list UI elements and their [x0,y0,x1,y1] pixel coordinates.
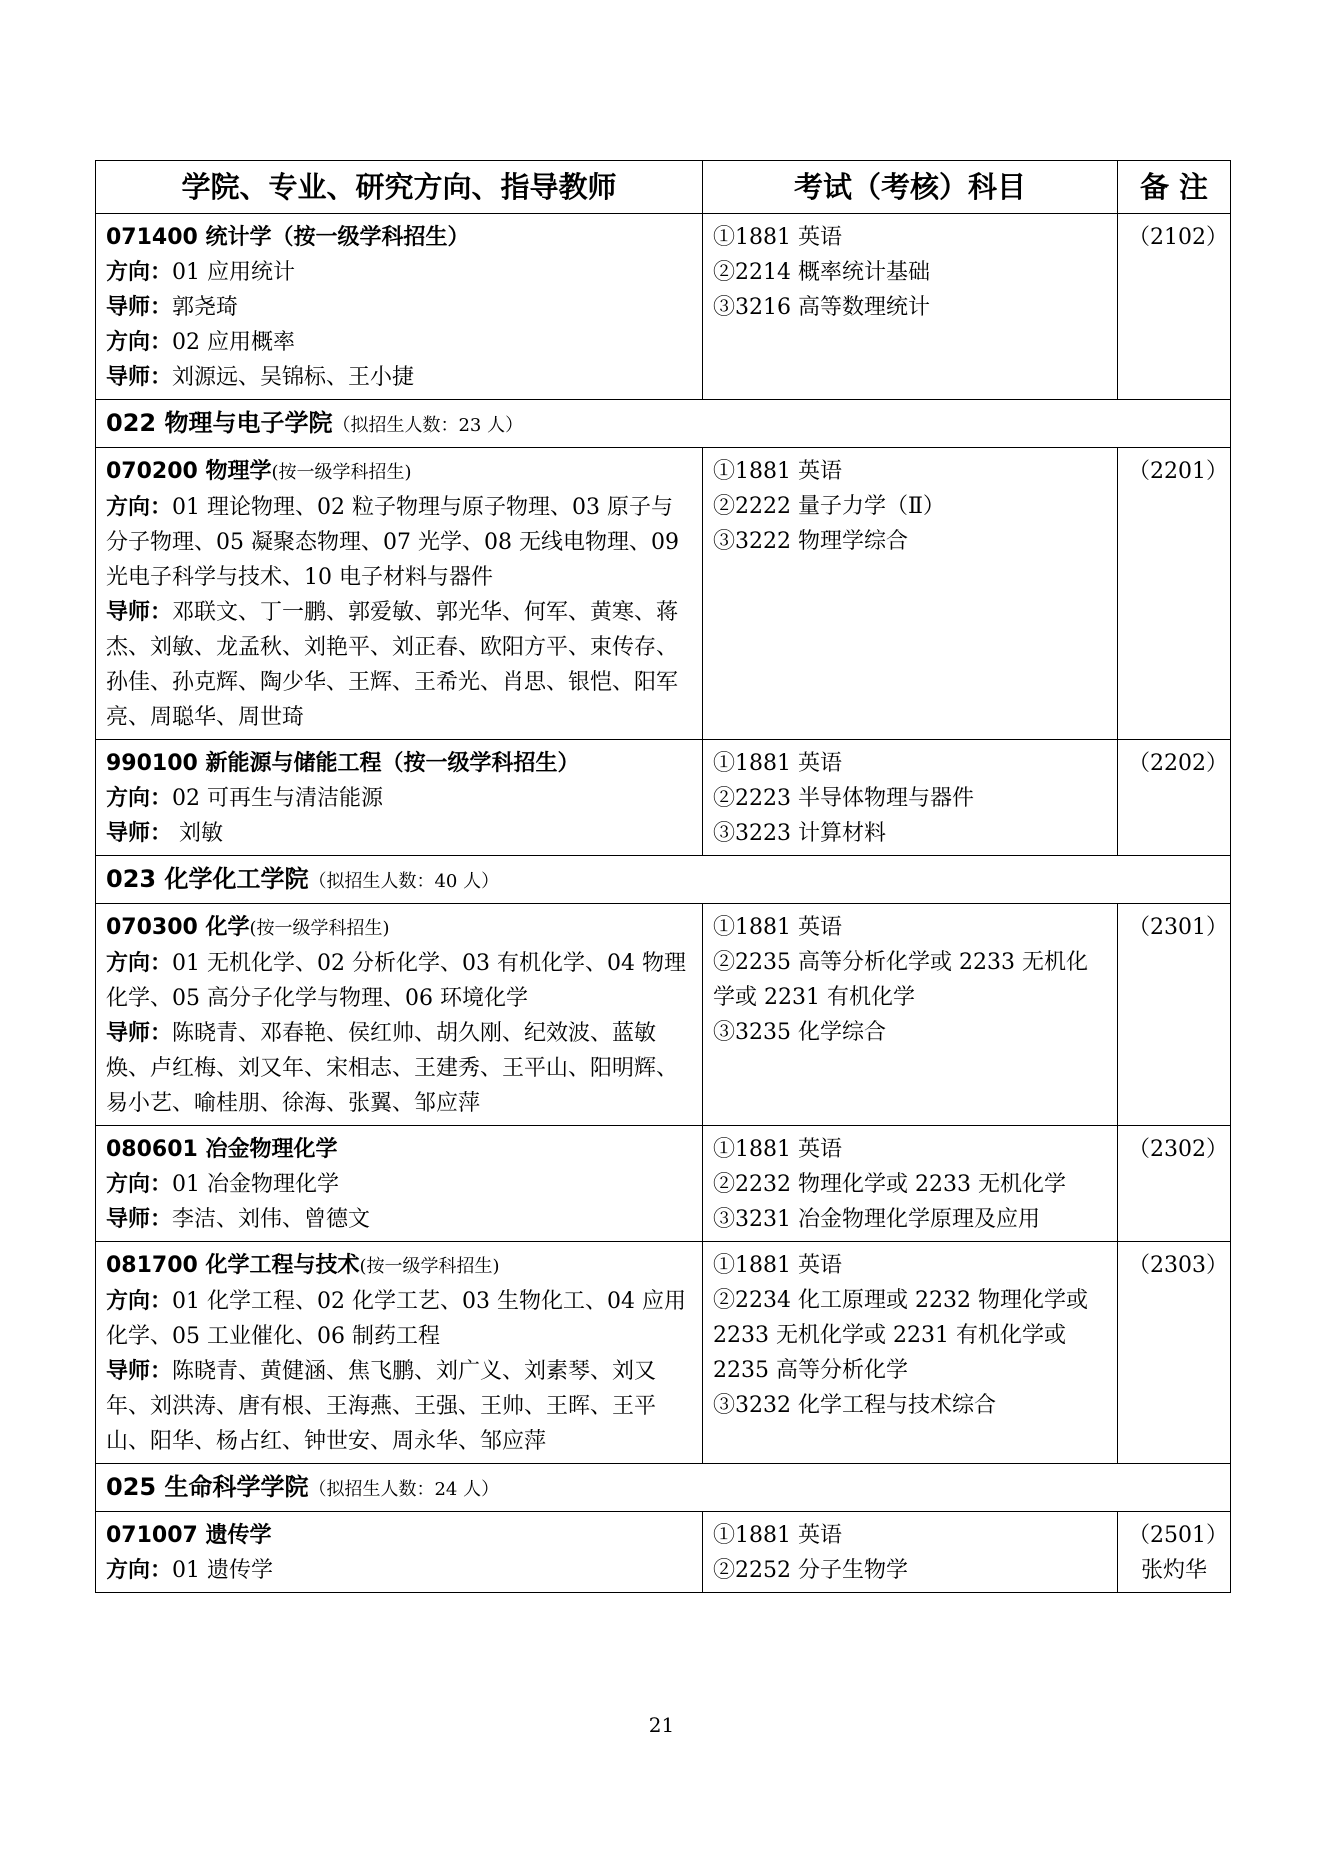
exam-subject: ①1881 英语 [713,1137,842,1162]
major-cell [96,214,703,400]
detail-text: 02 应用概率 [172,330,296,355]
exam-subject: ①1881 英语 [713,1253,842,1278]
major-detail-line [106,360,692,395]
major-admission-mode: (按一级学科招生) [249,918,390,939]
table-row [96,1242,1231,1464]
exam-subject: ①1881 英语 [713,915,842,940]
header-college-major: 学院、专业、研究方向、指导教师 [96,161,703,214]
detail-text: 李洁、刘伟、曾德文 [172,1207,371,1232]
exam-subject: ②2252 分子生物学 [713,1558,908,1583]
major-name: 070200 物理学 [106,459,272,484]
note-cell [1118,904,1231,1126]
exam-subject: ①1881 英语 [713,459,842,484]
major-detail-line [106,490,692,595]
major-cell [96,448,703,740]
note-text: （2201） [1128,459,1228,484]
exam-subject: ②2235 高等分析化学或 2233 无机化学或 2231 有机化学 [713,950,1088,1010]
detail-label: 方向： [106,951,173,976]
note-cell [1118,214,1231,400]
major-cell [96,904,703,1126]
detail-text: 郭尧琦 [172,295,239,320]
exam-subject: ③3223 计算材料 [713,821,886,846]
major-detail-line [106,1016,692,1121]
detail-label: 导师： [106,821,173,846]
exam-subject: ②2223 半导体物理与器件 [713,786,974,811]
major-heading [106,1132,692,1167]
major-heading [106,454,692,490]
note-text: （2301） [1128,915,1228,940]
detail-text: 刘源远、吴锦标、王小捷 [172,365,415,390]
major-name: 080601 冶金物理化学 [106,1137,338,1162]
major-cell [96,1242,703,1464]
major-detail-line [106,290,692,325]
detail-text: 01 应用统计 [172,260,296,285]
department-quota: （拟招生人数：24 人） [308,1479,500,1500]
department-row [96,400,1231,448]
note-cell [1118,1242,1231,1464]
detail-text: 陈晓青、邓春艳、侯红帅、胡久刚、纪效波、蓝敏焕、卢红梅、刘又年、宋相志、王建秀、王平山、阳明辉、易小艺、喻桂朋、徐海、张翼、邹应萍 [106,1021,679,1116]
department-name: 023 化学化工学院 [106,865,309,893]
department-quota: （拟招生人数：40 人） [308,871,500,892]
department-name: 022 物理与电子学院 [106,409,333,437]
major-detail-line [106,1167,692,1202]
detail-label: 方向： [106,1558,173,1583]
detail-label: 方向： [106,330,173,355]
detail-text: 02 可再生与清洁能源 [172,786,384,811]
major-detail-line [106,816,692,851]
exam-subject: ②2232 物理化学或 2233 无机化学 [713,1172,1066,1197]
major-detail-line [106,1553,692,1588]
exam-subject: ②2222 量子力学（Ⅱ） [713,494,945,519]
detail-label: 导师： [106,295,173,320]
major-heading [106,1248,692,1284]
department-cell [96,1464,1231,1512]
detail-text: 01 化学工程、02 化学工艺、03 生物化工、04 应用化学、05 工业催化、06 制药工程 [106,1289,686,1349]
header-exam-subjects: 考试（考核）科目 [703,161,1118,214]
subjects-cell [703,740,1118,856]
major-name: 070300 化学 [106,915,250,940]
major-name: 081700 化学工程与技术 [106,1253,360,1278]
detail-label: 方向： [106,1172,173,1197]
major-detail-line [106,1202,692,1237]
table-header-row [96,161,1231,214]
table-row [96,740,1231,856]
subjects-cell [703,1126,1118,1242]
department-name: 025 生命科学学院 [106,1473,309,1501]
exam-subject: ①1881 英语 [713,225,842,250]
exam-subject: ③3232 化学工程与技术综合 [713,1393,996,1418]
exam-subject: ②2234 化工原理或 2232 物理化学或 2233 无机化学或 2231 有机化学或 2235 高等分析化学 [713,1288,1088,1383]
department-quota: （拟招生人数：23 人） [332,415,524,436]
major-detail-line [106,1284,692,1354]
major-heading [106,220,692,255]
note-text: （2202） [1128,751,1228,776]
department-cell [96,400,1231,448]
page-number: 21 [648,1713,675,1737]
table-body [96,214,1231,1593]
note-cell [1118,740,1231,856]
exam-subject: ③3231 冶金物理化学原理及应用 [713,1207,1040,1232]
detail-label: 方向： [106,1289,173,1314]
major-heading [106,1518,692,1553]
department-row [96,1464,1231,1512]
exam-subject: ①1881 英语 [713,1523,842,1548]
detail-text: 陈晓青、黄健涵、焦飞鹏、刘广义、刘素琴、刘又年、刘洪涛、唐有根、王海燕、王强、王帅、王晖、王平山、阳华、杨占红、钟世安、周永华、邹应萍 [106,1359,657,1454]
detail-text: 01 遗传学 [172,1558,274,1583]
detail-text: 01 无机化学、02 分析化学、03 有机化学、04 物理化学、05 高分子化学与物理、06 环境化学 [106,951,686,1011]
subjects-cell [703,1242,1118,1464]
note-cell [1118,448,1231,740]
detail-label: 导师： [106,365,173,390]
major-detail-line [106,781,692,816]
major-detail-line [106,946,692,1016]
note-text: （2102） [1128,225,1228,250]
exam-subject: ③3216 高等数理统计 [713,295,930,320]
detail-label: 导师： [106,1207,173,1232]
subjects-cell [703,904,1118,1126]
exam-subject: ③3222 物理学综合 [713,529,908,554]
note-cell [1118,1126,1231,1242]
department-row [96,856,1231,904]
major-name: 071007 遗传学 [106,1523,272,1548]
major-detail-line [106,595,692,735]
major-detail-line [106,255,692,290]
note-cell [1118,1512,1231,1593]
detail-text: 01 理论物理、02 粒子物理与原子物理、03 原子与分子物理、05 凝聚态物理、07 光学、08 无线电物理、09 光电子科学与技术、10 电子材料与器件 [106,495,679,590]
detail-label: 方向： [106,495,173,520]
detail-text: 01 冶金物理化学 [172,1172,340,1197]
major-cell [96,740,703,856]
note-text: 张灼华 [1140,1558,1207,1583]
major-name: 990100 新能源与储能工程（按一级学科招生） [106,751,580,776]
detail-label: 导师： [106,1359,173,1384]
detail-label: 方向： [106,786,173,811]
major-detail-line [106,1354,692,1459]
note-text: （2501） [1128,1523,1228,1548]
exam-subject: ②2214 概率统计基础 [713,260,930,285]
note-text: （2302） [1128,1137,1228,1162]
subjects-cell [703,1512,1118,1593]
detail-label: 方向： [106,260,173,285]
major-heading [106,910,692,946]
major-admission-mode: (按一级学科招生) [359,1256,500,1277]
admissions-table [95,160,1231,1593]
exam-subject: ①1881 英语 [713,751,842,776]
major-cell [96,1126,703,1242]
detail-label: 导师： [106,600,173,625]
table-row [96,448,1231,740]
table-row [96,214,1231,400]
major-admission-mode: (按一级学科招生) [271,462,412,483]
detail-label: 导师： [106,1021,173,1046]
table-row [96,1512,1231,1593]
major-cell [96,1512,703,1593]
major-heading [106,746,692,781]
subjects-cell [703,448,1118,740]
subjects-cell [703,214,1118,400]
detail-text: 刘敏 [172,821,224,846]
major-name: 071400 统计学（按一级学科招生） [106,225,470,250]
major-detail-line [106,325,692,360]
exam-subject: ③3235 化学综合 [713,1020,886,1045]
detail-text: 邓联文、丁一鹏、郭爱敏、郭光华、何军、黄寒、蒋杰、刘敏、龙孟秋、刘艳平、刘正春、欧阳方平、束传存、孙佳、孙克辉、陶少华、王辉、王希光、肖思、银恺、阳军亮、周聪华、周世琦 [106,600,679,730]
note-text: （2303） [1128,1253,1228,1278]
header-notes: 备 注 [1118,161,1231,214]
table-row [96,1126,1231,1242]
table-row [96,904,1231,1126]
department-cell [96,856,1231,904]
